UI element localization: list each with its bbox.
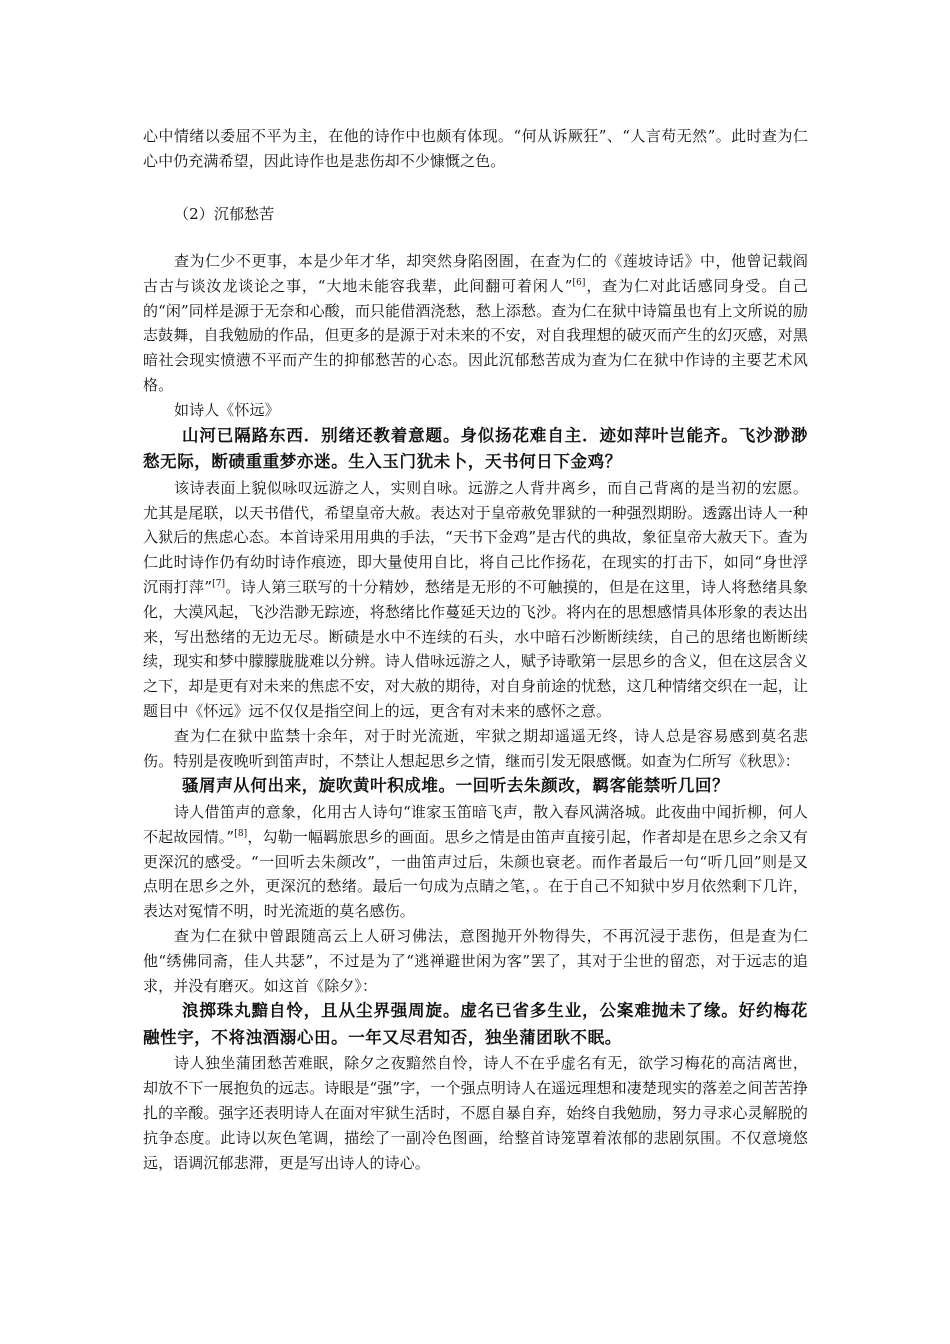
paragraph-4-text-a: 诗人借笛声的意象，化用古人诗句“谁家玉笛暗飞声，散入春风满洛城。此夜曲中闻折柳，何人不起故园情。”	[143, 802, 808, 846]
paragraph-2-text-b: 。诗人第三联写的十分精妙，愁绪是无形的不可触摸的，但是在这里，诗人将愁绪具象化，大漠风起，飞沙浩渺无踪迹，将愁绪比作蔓延天边的飞沙。将内在的思想感情具体形象的表达出来，写出愁绪的无边无尽。断碛是水中不连续的石头，水中暗石沙断断续续，自己的思绪也断断续续，现实和梦中朦朦胧胧难以分辨。诗人借咏远游之人，赋予诗歌第一层思乡的含义，但在这层含义之下，却是更有对未来的焦虑不安，对大赦的期待，对自身前途的忧愁，这几种情绪交织在一起，让题目中《怀远》远不仅仅是指空间上的远，更含有对未来的感怀之意。	[143, 577, 808, 720]
paragraph-5: 查为仁在狱中曾跟随高云上人研习佛法，意图抛开外物得失，不再沉浸于悲伤，但是查为仁他“绣佛同斋，佳人共瑟”，不过是为了“逃禅避世闲为客”罢了，其对于尘世的留恋，对于远志的追求，并没有磨灭。如这首《除夕》：	[143, 926, 808, 995]
citation-8: [8]	[234, 828, 248, 839]
poem-chuxi: 浪掷珠丸黯自怜，且从尘界强周旋。虚名已省多生业，公案难抛未了缘。好约梅花融性宇，不将浊酒溺心田。一年又尽君知否，独坐蒲团耿不眠。	[143, 1001, 808, 1047]
paragraph-1	[143, 249, 808, 398]
intro-block	[143, 124, 808, 174]
paragraph-4	[143, 800, 808, 924]
poem-1-intro: 如诗人《怀远》	[174, 400, 280, 419]
citation-6: [6]	[572, 277, 586, 288]
paragraph-2	[143, 476, 808, 724]
section-block	[143, 202, 808, 227]
paragraph-3: 查为仁在狱中监禁十余年，对于时光流逝，牢狱之期却遥遥无终，诗人总是容易感到莫名悲伤。特别是夜晚听到笛声时，不禁让人想起思乡之情，继而引发无限感慨。如查为仁所写《秋思》：	[143, 726, 808, 770]
paragraph-6: 诗人独坐蒲团愁苦难眠，除夕之夜黯然自怜，诗人不在乎虚名有无，欲学习梅花的高洁离世，却放不下一展抱负的远志。诗眼是“强”字，一个强点明诗人在遥远理想和凄楚现实的落差之间苦苦挣扎的辛酸。强字还表明诗人在面对牢狱生活时，不愿自暴自弃，始终自我勉励，努力寻求心灵解脱的抗争态度。此诗以灰色笔调，描绘了一副冷色图画，给整首诗笼罩着浓郁的悲剧氛围。不仅意境悠远，语调沉郁悲滞，更是写出诗人的诗心。	[143, 1054, 808, 1172]
paragraph-2-text-a: 该诗表面上貌似咏叹远游之人，实则自咏。远游之人背井离乡，而自己背离的是当初的宏愿。尤其是尾联，以天书借代，希望皇帝大赦。表达对于皇帝赦免罪狱的一种强烈期盼。透露出诗人一种入狱后的焦虑心态。本首诗采用用典的手法，“天书下金鸡”是古代的典故，象征皇帝大赦天下。查为仁此时诗作仍有幼时诗作痕迹，即大量使用自比，将自己比作扬花，在现实的打击下，如同“身世浮沉雨打萍”	[143, 478, 808, 596]
poem-qiusi: 骚屑声从何出来，旋吹黄叶积成堆。一回听去朱颜改，羁客能禁听几回？	[182, 776, 730, 796]
paragraph-4-text-b: ，勾勒一幅羁旅思乡的画面。思乡之情是由笛声直接引起，作者却是在思乡之余又有更深沉的感受。“一回听去朱颜改”，一曲笛声过后，朱颜也衰老。而作者最后一句“听几回”则是又点明在思乡之外，更深沉的愁绪。最后一句成为点睛之笔，。在于自己不知狱中岁月依然剩下几许，表达对冤情不明，时光流逝的莫名感伤。	[143, 827, 808, 921]
intro-paragraph: 心中情绪以委屈不平为主，在他的诗作中也颇有体现。“何从诉厥狂”、“人言苟无然”。此时查为仁心中仍充满希望，因此诗作也是悲伤却不少慷慨之色。	[143, 127, 808, 170]
paragraph-1-text-b: ，查为仁对此话感同身受。自己的“闲”同样是源于无奈和心酸，而只能借酒浇愁，愁上添愁。查为仁在狱中诗篇虽也有上文所说的励志鼓舞，自我勉励的作品，但更多的是源于对未来的不安，对自我理想的破灭而产生的幻灭感，对黑暗社会现实愤懑不平而产生的抑郁愁苦的心态。因此沉郁愁苦成为查为仁在狱中作诗的主要艺术风格。	[143, 276, 809, 394]
paragraph-1-text-a: 查为仁少不更事，本是少年才华，却突然身陷囹圄，在查为仁的《莲坡诗话》中，他曾记载阎古古与谈汝龙谈论之事，“大地未能容我辈，此间翻可着闲人”	[143, 252, 808, 295]
poem-huaiyuan: 山河已隔路东西．别绪还教着意题。身似扬花难自主．迹如萍叶岂能齐。飞沙渺渺愁无际，断碛重重梦亦迷。生入玉门犹未卜，天书何日下金鸡？	[143, 425, 808, 472]
body-block	[143, 249, 808, 1175]
section-heading: （2）沉郁愁苦	[174, 205, 275, 223]
citation-7: [7]	[212, 578, 226, 589]
